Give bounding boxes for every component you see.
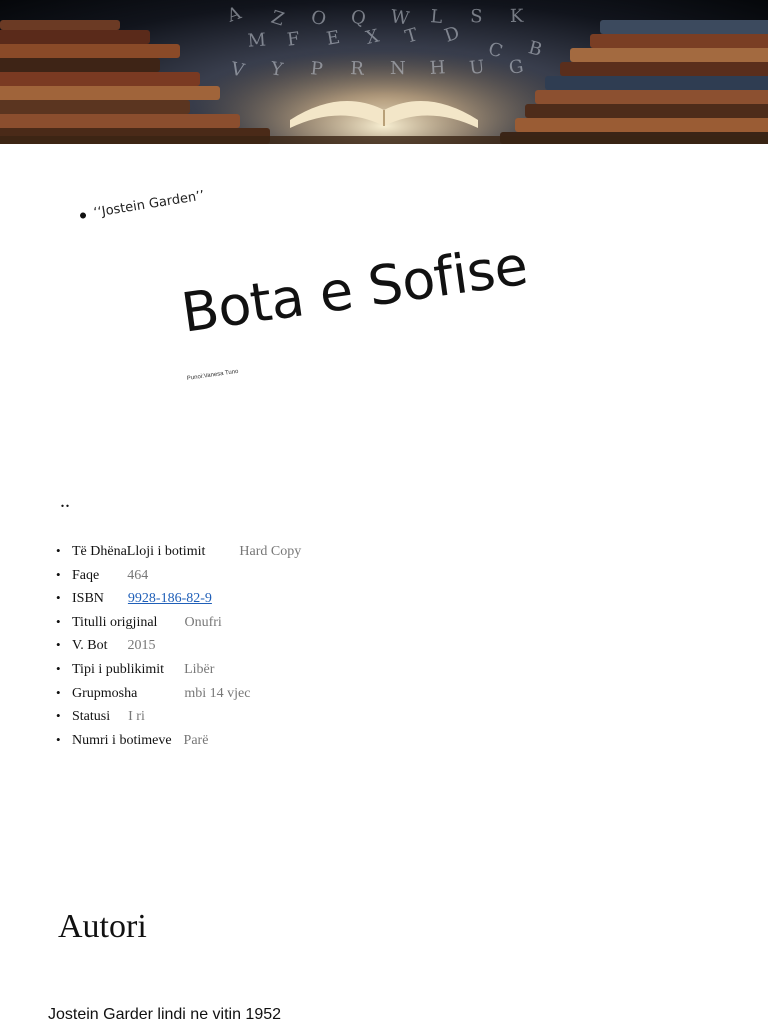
detail-value: I ri (128, 709, 145, 725)
book-title: Bota e Sofise (177, 233, 532, 345)
floating-letter: A (224, 2, 244, 27)
detail-value: 464 (127, 567, 149, 583)
author-bullet (79, 188, 206, 222)
floating-letter: V (228, 58, 247, 82)
bullet-dot (80, 212, 87, 219)
detail-value: Onufri (184, 614, 222, 630)
floating-letter: E (324, 26, 342, 50)
bullet-dot: • (56, 637, 61, 653)
floating-letter: G (507, 55, 525, 79)
author-name: ‘‘Jostein Garden’’ (92, 188, 206, 221)
bullet-dot: • (56, 543, 61, 558)
floating-letter: W (389, 6, 411, 30)
floating-letter: M (246, 29, 267, 52)
detail-value: mbi 14 vjec (184, 685, 251, 701)
floating-letter: N (390, 58, 406, 79)
detail-key: Grupmosha (72, 685, 138, 701)
author-paragraph: Jostein Garder lindi ne vitin 1952 (48, 1006, 282, 1023)
floating-letter: U (468, 56, 486, 79)
floating-letter: P (309, 58, 324, 81)
detail-row (56, 539, 301, 563)
floating-letter: S (469, 6, 483, 28)
detail-value: Parë (183, 732, 209, 748)
detail-row (56, 657, 301, 681)
detail-key: Të DhënaLloji i botimit (72, 544, 206, 559)
detail-key: Statusi (72, 709, 111, 725)
bullet-dot: • (56, 731, 61, 747)
floating-letter: L (429, 6, 444, 29)
detail-value: Libër (184, 661, 215, 677)
floating-letter: F (285, 28, 301, 51)
floating-letter: H (429, 57, 446, 79)
floating-letter: B (526, 37, 545, 61)
detail-key: V. Bot (72, 638, 108, 654)
bullet-dot: • (56, 684, 61, 700)
floating-letter: Y (269, 58, 285, 81)
banner-image (0, 0, 768, 144)
detail-row (56, 633, 301, 657)
floating-letter: C (485, 38, 506, 63)
book-details-list (56, 539, 301, 751)
floating-letter: Q (349, 6, 368, 30)
credit-line: Punoi:Vanesa Tuno (186, 368, 239, 382)
section-heading-author: Autori (58, 908, 147, 945)
floating-letter: T (402, 24, 421, 48)
floating-letter: O (308, 6, 329, 31)
bullet-dot: • (56, 613, 61, 629)
bullet-dot: • (56, 590, 61, 606)
ellipsis-marker: .. (60, 490, 70, 512)
detail-value: 2015 (127, 638, 156, 654)
detail-row (56, 704, 301, 728)
detail-key: ISBN (72, 591, 104, 607)
detail-key: Titulli origjinal (72, 614, 158, 630)
detail-row (56, 681, 301, 705)
detail-key: Faqe (72, 567, 100, 583)
isbn-link[interactable]: 9928-186-82-9 (127, 591, 212, 607)
floating-letter: R (349, 58, 365, 80)
floating-letter: K (509, 5, 524, 27)
bullet-dot: • (56, 708, 61, 724)
detail-row (56, 563, 301, 587)
detail-key: Numri i botimeve (72, 732, 172, 748)
floating-letter: Z (268, 6, 287, 31)
detail-key: Tipi i publikimit (72, 661, 165, 677)
floating-letter: X (363, 25, 382, 49)
detail-value: Hard Copy (239, 544, 302, 559)
bullet-dot: • (56, 660, 61, 676)
floating-letter: D (441, 22, 463, 47)
detail-row (56, 728, 301, 752)
bullet-dot: • (56, 566, 61, 582)
books-illustration (0, 0, 768, 144)
detail-row (56, 586, 301, 610)
detail-row (56, 610, 301, 634)
